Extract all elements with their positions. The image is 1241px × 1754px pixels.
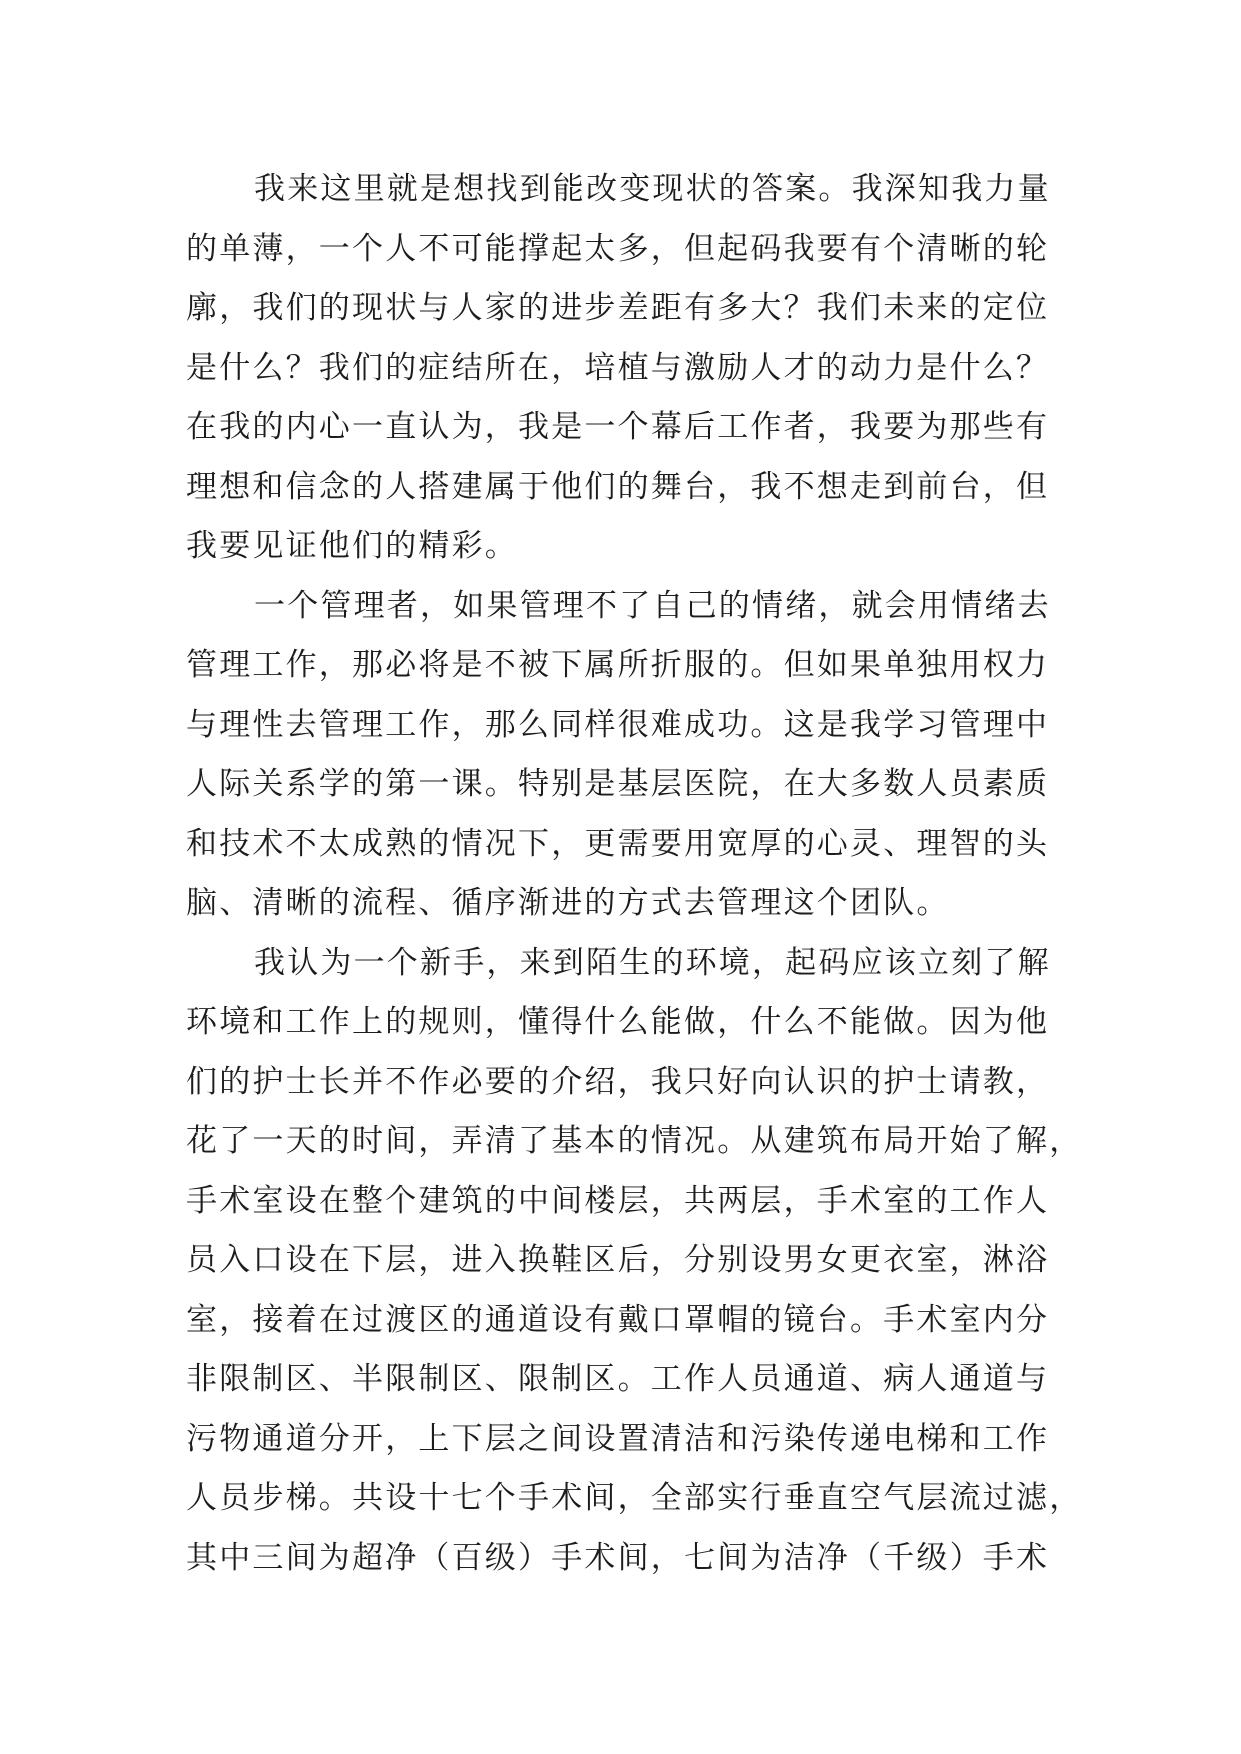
paragraph-1-line-2: 的单薄，一个人不可能撑起太多，但起码我要有个清晰的轮 xyxy=(186,230,1050,267)
paragraph-2-line-4: 人际关系学的第一课。特别是基层医院，在大多数人员素质 xyxy=(186,766,1050,802)
paragraph-3-line-3: 们的护士长并不作必要的介绍，我只好向认识的护士请教， xyxy=(186,1063,1050,1100)
paragraph-2-line-3: 与理性去管理工作，那么同样很难成功。这是我学习管理中 xyxy=(186,706,1050,743)
paragraph-3-line-1: 我认为一个新手，来到陌生的环境，起码应该立刻了解 xyxy=(254,944,1051,981)
paragraph-3-line-11: 其中三间为超净（百级）手术间，七间为洁净（千级）手术 xyxy=(186,1539,1050,1576)
paragraph-3-line-10: 人员步梯。共设十七个手术间，全部实行垂直空气层流过滤， xyxy=(186,1480,1083,1516)
paragraph-1-line-1: 我来这里就是想找到能改变现状的答案。我深知我力量 xyxy=(254,171,1051,207)
paragraph-3-line-5: 手术室设在整个建筑的中间楼层，共两层，手术室的工作人 xyxy=(186,1182,1050,1219)
paragraph-2-line-5: 和技术不太成熟的情况下，更需要用宽厚的心灵、理智的头 xyxy=(186,825,1050,862)
body-text xyxy=(186,160,1083,1588)
paragraph-2-line-1: 一个管理者，如果管理不了自己的情绪，就会用情绪去 xyxy=(254,587,1051,624)
paragraph-3-line-2: 环境和工作上的规则，懂得什么能做，什么不能做。因为他 xyxy=(186,1004,1050,1040)
paragraph-2-line-6: 脑、清晰的流程、循序渐进的方式去管理这个团队。 xyxy=(186,885,950,921)
paragraph-3-line-7: 室，接着在过渡区的通道设有戴口罩帽的镜台。手术室内分 xyxy=(186,1301,1050,1338)
paragraph-1-line-3: 廓，我们的现状与人家的进步差距有多大？我们未来的定位 xyxy=(186,290,1050,326)
paragraph-1-line-5: 在我的内心一直认为，我是一个幕后工作者，我要为那些有 xyxy=(186,409,1050,445)
paragraph-2-line-2: 管理工作，那必将是不被下属所折服的。但如果单独用权力 xyxy=(186,647,1050,683)
paragraph-3-line-9: 污物通道分开，上下层之间设置清洁和污染传递电梯和工作 xyxy=(186,1420,1050,1457)
paragraph-3-line-6: 员入口设在下层，进入换鞋区后，分别设男女更衣室，淋浴 xyxy=(186,1242,1050,1278)
paragraph-1-line-4: 是什么？我们的症结所在，培植与激励人才的动力是什么？ xyxy=(186,349,1050,386)
paragraph-3-line-4: 花了一天的时间，弄清了基本的情况。从建筑布局开始了解， xyxy=(186,1123,1083,1159)
paragraph-3-line-8: 非限制区、半限制区、限制区。工作人员通道、病人通道与 xyxy=(186,1361,1050,1397)
paragraph-1-line-7: 我要见证他们的精彩。 xyxy=(186,528,518,564)
paragraph-1-line-6: 理想和信念的人搭建属于他们的舞台，我不想走到前台，但 xyxy=(186,468,1050,505)
